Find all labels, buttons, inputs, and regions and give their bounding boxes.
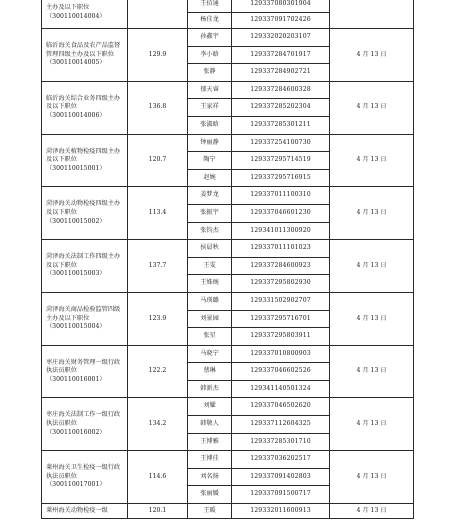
interview-date-cell xyxy=(330,0,414,29)
interview-date-cell: 4 月 13 日 xyxy=(330,345,414,398)
min-score-cell: 136.8 xyxy=(128,81,188,134)
position-cell xyxy=(42,398,128,451)
candidate-table xyxy=(41,0,414,519)
candidate-exam-number: 129337285301211 xyxy=(232,116,330,134)
position-cell xyxy=(42,451,128,504)
candidate-name: 王家祥 xyxy=(188,99,232,117)
position-cell xyxy=(42,134,128,187)
candidate-name: 赵婉 xyxy=(188,169,232,187)
candidate-exam-number: 129337295716701 xyxy=(232,310,330,328)
table-row xyxy=(42,398,414,416)
candidate-exam-number: 129331502902707 xyxy=(232,292,330,310)
candidate-name: 韩敬人 xyxy=(188,416,232,434)
position-cell xyxy=(42,240,128,293)
position-cell xyxy=(42,504,128,519)
candidate-name: 王暖 xyxy=(188,504,232,519)
position-name: 菏泽海关植物检疫四级主办及以下职位（300110015001） xyxy=(46,147,121,172)
candidate-exam-number: 129337295716915 xyxy=(232,169,330,187)
candidate-name: 张淑晗 xyxy=(188,116,232,134)
candidate-name: 王博佳 xyxy=(188,451,232,469)
position-cell xyxy=(42,345,128,398)
interview-date-cell: 4 月 13 日 xyxy=(330,451,414,504)
candidate-name: 姜梦龙 xyxy=(188,187,232,205)
candidate-name: 张振宇 xyxy=(188,204,232,222)
candidate-exam-number: 129337091402803 xyxy=(232,468,330,486)
min-score-cell xyxy=(128,0,188,29)
candidate-name: 蔡琳 xyxy=(188,363,232,381)
min-score-cell: 123.9 xyxy=(128,292,188,345)
position-cell xyxy=(42,81,128,134)
candidate-name: 张静 xyxy=(188,64,232,82)
candidate-exam-number: 129337285202304 xyxy=(232,99,330,117)
table-row xyxy=(42,292,414,310)
interview-date-cell: 4 月 13 日 xyxy=(330,504,414,519)
table-row xyxy=(42,134,414,152)
table-row xyxy=(42,29,414,47)
table-row xyxy=(42,187,414,205)
candidate-name: 王博雅 xyxy=(188,433,232,451)
candidate-exam-number: 129337010800903 xyxy=(232,345,330,363)
candidate-exam-number: 129337295803911 xyxy=(232,328,330,346)
table-row xyxy=(42,504,414,519)
candidate-exam-number: 129337091500717 xyxy=(232,486,330,504)
min-score-cell: 113.4 xyxy=(128,187,188,240)
interview-date-cell: 4 月 13 日 xyxy=(330,240,414,293)
min-score-cell: 129.9 xyxy=(128,29,188,82)
candidate-name: 陶宁 xyxy=(188,152,232,170)
position-cell xyxy=(42,292,128,345)
position-cell xyxy=(42,187,128,240)
candidate-exam-number: 129337011100310 xyxy=(232,187,330,205)
position-name: 临沂海关食品及农产品监督管理四级主办及以下职位（300110014005） xyxy=(46,42,121,67)
results-table-sheet xyxy=(41,0,413,519)
table-row xyxy=(42,345,414,363)
candidate-name: 张丽媛 xyxy=(188,486,232,504)
position-name: 临沂海关综合业务四级主办及以下职位（300110014006） xyxy=(46,94,121,119)
table-row xyxy=(42,81,414,99)
min-score-cell: 120.7 xyxy=(128,134,188,187)
candidate-name: 马晓宁 xyxy=(188,345,232,363)
candidate-exam-number: 129337011101023 xyxy=(232,240,330,258)
candidate-exam-number: 129341011300920 xyxy=(232,222,330,240)
candidate-name: 王雯 xyxy=(188,257,232,275)
min-score-cell: 137.7 xyxy=(128,240,188,293)
candidate-name: 孙鑫宇 xyxy=(188,29,232,47)
min-score-cell: 120.1 xyxy=(128,504,188,519)
candidate-exam-number: 129337284600923 xyxy=(232,257,330,275)
candidate-name: 马瑛璐 xyxy=(188,292,232,310)
interview-date-cell: 4 月 13 日 xyxy=(330,398,414,451)
position-cell xyxy=(42,0,128,29)
candidate-exam-number: 129337295802930 xyxy=(232,275,330,293)
candidate-exam-number: 129337036202517 xyxy=(232,451,330,469)
table-row xyxy=(42,240,414,258)
candidate-table-body xyxy=(42,0,414,519)
candidate-name: 郁天睿 xyxy=(188,81,232,99)
candidate-exam-number: 129337112604325 xyxy=(232,416,330,434)
min-score-cell: 134.2 xyxy=(128,398,188,451)
candidate-exam-number: 129337295714519 xyxy=(232,152,330,170)
min-score-cell: 114.6 xyxy=(128,451,188,504)
interview-date-cell: 4 月 13 日 xyxy=(330,134,414,187)
candidate-exam-number: 129337284701917 xyxy=(232,46,330,64)
position-name: 莱州海关动物检疫一级 xyxy=(46,506,108,514)
candidate-name: 侯晨秋 xyxy=(188,240,232,258)
candidate-name: 刘景园 xyxy=(188,310,232,328)
candidate-name: 钟丽静 xyxy=(188,134,232,152)
candidate-name: 杨佳龙 xyxy=(188,13,232,29)
min-score-cell: 122.2 xyxy=(128,345,188,398)
candidate-exam-number: 129337046601230 xyxy=(232,204,330,222)
position-name: 菏泽海关商品检验监管四级主办及以下职位（300110015004） xyxy=(46,305,121,331)
candidate-name: 王佰通 xyxy=(188,0,232,13)
candidate-name: 张星 xyxy=(188,328,232,346)
interview-date-cell: 4 月 13 日 xyxy=(330,81,414,134)
position-cell xyxy=(42,29,128,82)
interview-date-cell: 4 月 13 日 xyxy=(330,29,414,82)
candidate-exam-number: 129341140501324 xyxy=(232,380,330,398)
position-name: 枣庄海关法制工作一级行政执法员职位（300110016002） xyxy=(46,411,121,436)
candidate-exam-number: 129332020203107 xyxy=(232,29,330,47)
candidate-exam-number: 129337254100730 xyxy=(232,134,330,152)
interview-date-cell: 4 月 13 日 xyxy=(330,187,414,240)
candidate-name: 张钧杰 xyxy=(188,222,232,240)
candidate-name: 刘耀 xyxy=(188,398,232,416)
candidate-name: 刘名扬 xyxy=(188,468,232,486)
candidate-exam-number: 129332011600913 xyxy=(232,504,330,519)
position-name: 莱州海关卫生检疫一级行政执法员职位（300110017001） xyxy=(46,464,121,489)
table-row xyxy=(42,451,414,469)
candidate-name: 李小晗 xyxy=(188,46,232,64)
position-name: 菏泽海关法制工作四级主办及以下职位（300110015003） xyxy=(46,253,121,278)
candidate-exam-number: 129337080301904 xyxy=(232,0,330,13)
position-name: 枣庄海关财务管理一级行政执法员职位（300110016001） xyxy=(46,358,121,383)
position-name: 菏泽海关动物检疫四级主办及以下职位（300110015002） xyxy=(46,200,121,225)
candidate-exam-number: 129337285301710 xyxy=(232,433,330,451)
candidate-name: 王姝琬 xyxy=(188,275,232,293)
interview-date-cell: 4 月 13 日 xyxy=(330,292,414,345)
candidate-exam-number: 129337046602526 xyxy=(232,363,330,381)
table-row xyxy=(42,0,414,13)
candidate-name: 韩新杰 xyxy=(188,380,232,398)
position-name: 主办及以下职位 （300110014004） xyxy=(46,3,106,20)
candidate-exam-number: 129337046502620 xyxy=(232,398,330,416)
candidate-exam-number: 129337284902721 xyxy=(232,64,330,82)
candidate-exam-number: 129337091702426 xyxy=(232,13,330,29)
candidate-exam-number: 129337284600328 xyxy=(232,81,330,99)
